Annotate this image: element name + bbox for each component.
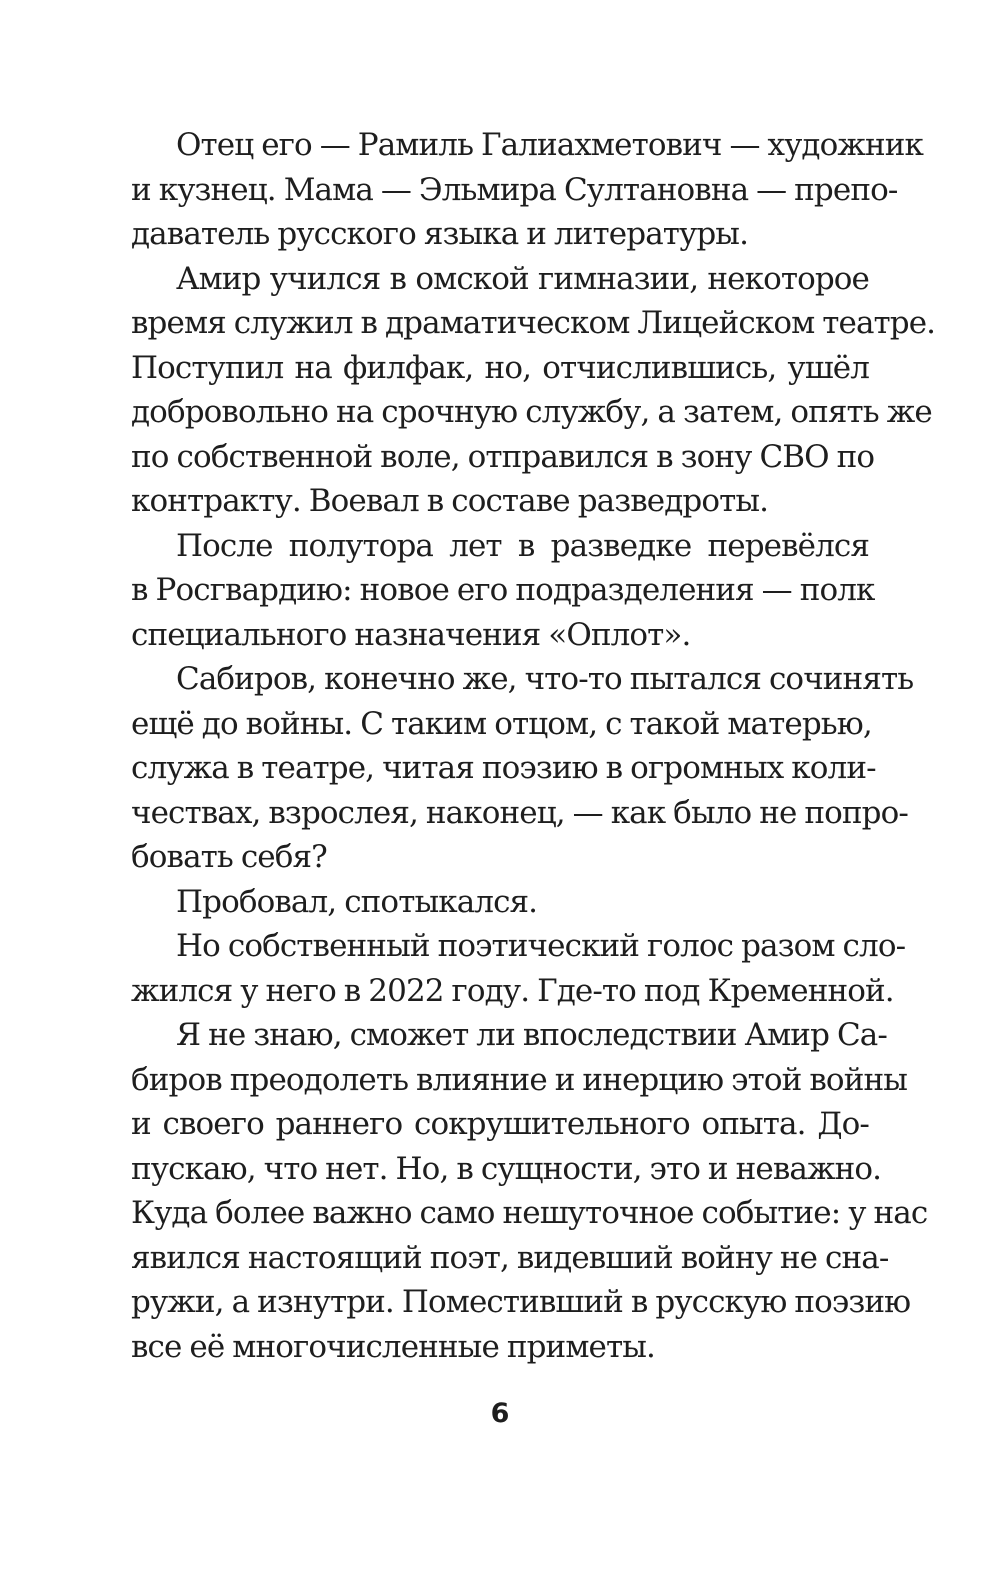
text-line: добровольно на срочную службу, а затем, опять же — [131, 394, 932, 430]
paragraph-2 — [131, 257, 936, 524]
text-line: все её многочисленные приметы. — [131, 1328, 655, 1365]
page-text — [131, 123, 936, 1369]
text-line: и своего раннего сокрушительного опыта. До- — [131, 1106, 869, 1142]
paragraph-1 — [131, 123, 924, 257]
text-line: служа в театре, читая поэзию в огромных коли- — [131, 750, 876, 786]
text-line: ружи, а изнутри. Поместивший в русскую поэзию — [131, 1284, 911, 1320]
text-line: ещё до войны. С таким отцом, с такой матерью, — [131, 705, 872, 742]
text-line: чествах, взрослея, наконец, — как было не попро- — [131, 794, 908, 831]
paragraph-7 — [131, 1013, 928, 1369]
text-line: даватель русского языка и литературы. — [131, 216, 749, 252]
text-line: и кузнец. Мама — Эльмира Султановна — препо- — [131, 171, 898, 208]
paragraph-4 — [131, 657, 914, 880]
text-line: пускаю, что нет. Но, в сущности, это и неважно. — [131, 1150, 882, 1187]
text-line: Отец его — Рамиль Галиахметович — художник — [176, 127, 924, 163]
text-line: жился у него в 2022 году. Где-то под Кременной. — [131, 972, 894, 1009]
text-line: специального назначения «Оплот». — [131, 616, 691, 653]
text-line: Но собственный поэтический голос разом сло- — [176, 928, 906, 964]
paragraph-3 — [131, 524, 875, 658]
paragraph-6 — [131, 924, 906, 1013]
text-line: Поступил на филфак, но, отчислившись, ушёл — [131, 349, 869, 386]
text-line: Пробовал, спотыкался. — [176, 883, 538, 920]
paragraph-5 — [131, 880, 869, 925]
text-line: в Росгвардию: новое его подразделения — полк — [131, 572, 875, 608]
text-line: Сабиров, конечно же, что-то пытался сочинять — [176, 661, 914, 697]
text-line: Куда более важно само нешуточное событие: у нас — [131, 1195, 928, 1231]
text-line: Амир учился в омской гимназии, некоторое — [176, 260, 869, 297]
text-line: по собственной воле, отправился в зону СВО по — [131, 438, 875, 475]
text-line: биров преодолеть влияние и инерцию этой войны — [131, 1061, 907, 1098]
text-line: бовать себя? — [131, 839, 327, 875]
text-line: время служил в драматическом Лицейском театре. — [131, 305, 936, 341]
text-line: Я не знаю, сможет ли впоследствии Амир Са- — [176, 1017, 887, 1053]
text-line: явился настоящий поэт, видевший войну не сна- — [131, 1239, 889, 1276]
text-line: После полутора лет в разведке перевёлся — [176, 527, 869, 564]
page-number: 6 — [490, 1398, 510, 1429]
text-line: контракту. Воевал в составе разведроты. — [131, 483, 769, 519]
